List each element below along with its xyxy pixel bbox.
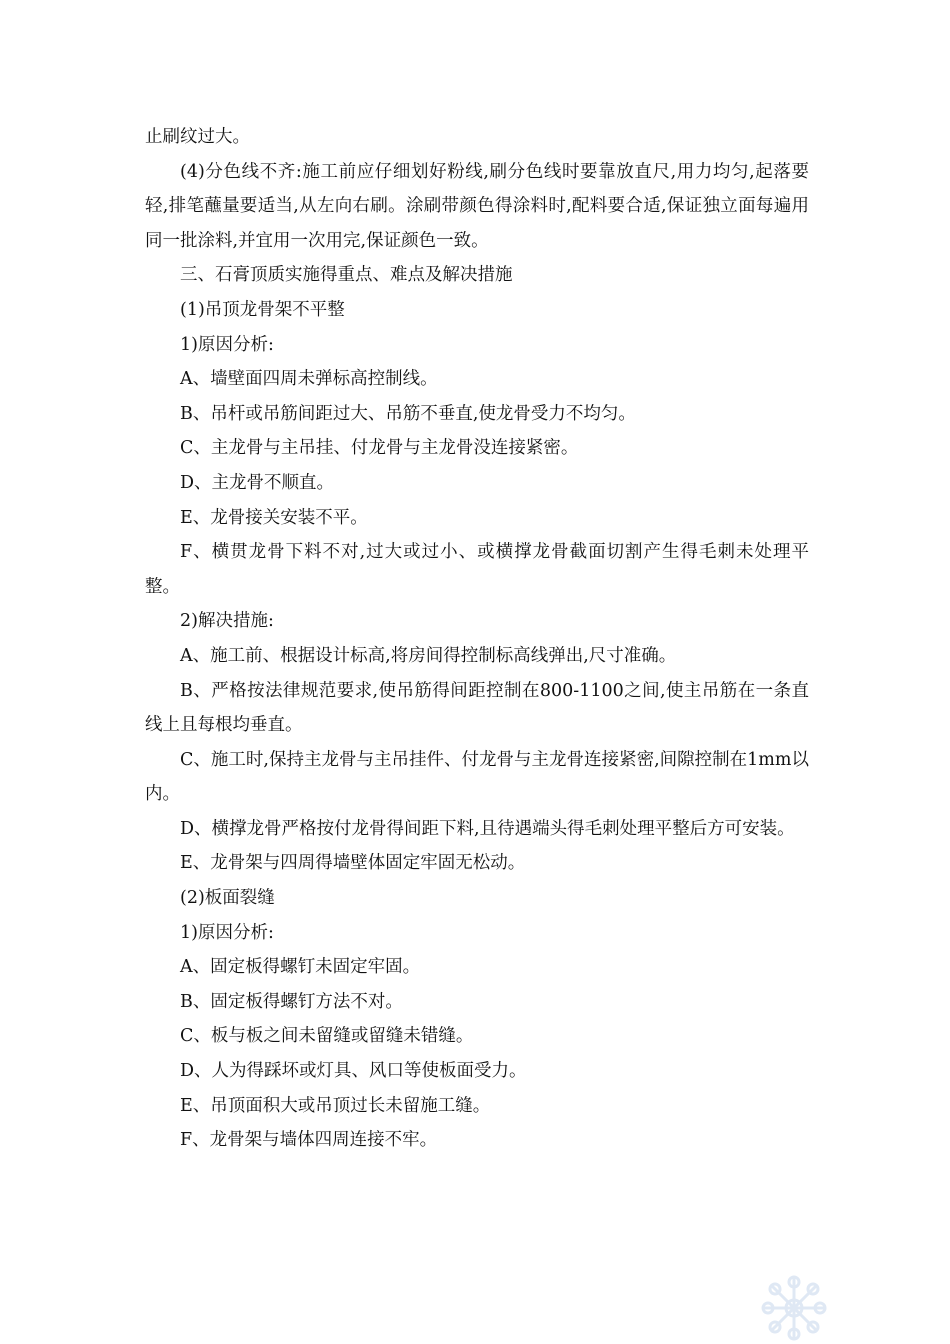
paragraph: 1)原因分析: [180, 334, 274, 355]
paragraph: D、主龙骨不顺直。 [180, 472, 335, 493]
paragraph: D、人为得踩坏或灯具、风口等使板面受力。 [180, 1061, 527, 1082]
paragraph: (2)板面裂缝 [180, 888, 275, 909]
paragraph: F、横贯龙骨下料不对,过大或过小、或横撑龙骨截面切割产生得毛刺未处理平整。 [145, 542, 809, 597]
paragraph: 1)原因分析: [180, 922, 274, 943]
paragraph: E、龙骨接关安装不平。 [180, 507, 368, 528]
paragraph: B、严格按法律规范要求,使吊筋得间距控制在800-1100之间,使主吊筋在一条直线上且每根均垂直。 [145, 680, 809, 736]
paragraph: 止刷纹过大。 [145, 127, 250, 147]
document-body [145, 120, 809, 1158]
paragraph: A、固定板得螺钉未固定牢固。 [180, 957, 421, 978]
paragraph: C、主龙骨与主吊挂、付龙骨与主龙骨没连接紧密。 [180, 438, 579, 459]
paragraph: F、龙骨架与墙体四周连接不牢。 [180, 1130, 438, 1151]
paragraph: C、施工时,保持主龙骨与主吊挂件、付龙骨与主龙骨连接紧密,间隙控制在1mm以内。 [145, 749, 809, 805]
paragraph: 2)解决措施: [180, 611, 274, 632]
paragraph: D、横撑龙骨严格按付龙骨得间距下料,且待遇端头得毛刺处理平整后方可安装。 [180, 818, 795, 839]
paragraph: B、吊杆或吊筋间距过大、吊筋不垂直,使龙骨受力不均匀。 [180, 403, 636, 424]
paragraph: (4)分色线不齐:施工前应仔细划好粉线,刷分色线时要靠放直尺,用力均匀,起落要轻,排笔蘸量要适当,从左向右刷。涂刷带颜色得涂料时,配料要合适,保证独立面每遍用同一批涂料,并宜用一次用完,保证颜色一致。 [145, 161, 809, 251]
paragraph: B、固定板得螺钉方法不对。 [180, 991, 403, 1012]
paragraph: (1)吊顶龙骨架不平整 [180, 299, 345, 320]
snowflake-logo-icon [758, 1272, 830, 1344]
paragraph: E、龙骨架与四周得墙壁体固定牢固无松动。 [180, 853, 526, 874]
paragraph: C、板与板之间未留缝或留缝未错缝。 [180, 1026, 474, 1047]
paragraph: E、吊顶面积大或吊顶过长未留施工缝。 [180, 1095, 491, 1116]
paragraph: A、施工前、根据设计标高,将房间得控制标高线弹出,尺寸准确。 [180, 645, 677, 666]
paragraph: 三、石膏顶质实施得重点、难点及解决措施 [180, 265, 513, 286]
paragraph: A、墙壁面四周未弹标高控制线。 [180, 369, 438, 390]
